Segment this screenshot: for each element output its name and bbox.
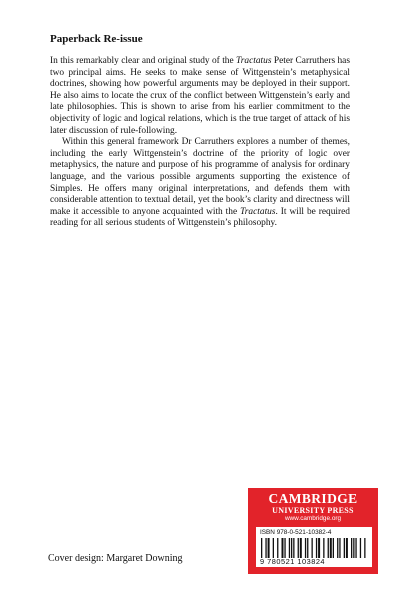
- barcode-bar: [316, 538, 317, 558]
- barcode-bar: [346, 538, 348, 558]
- barcode-bar: [291, 538, 292, 558]
- barcode-bar: [353, 538, 354, 558]
- barcode-bar: [293, 538, 294, 558]
- barcode-bar: [339, 538, 340, 558]
- barcode-box: [256, 527, 372, 567]
- barcode-bar: [273, 538, 274, 558]
- publisher-url: www.cambridge.org: [284, 515, 342, 522]
- barcode-bar: [351, 538, 352, 558]
- isbn-label: ISBN 978-0-521-10382-4: [260, 529, 332, 536]
- italic-title: Tractatus: [236, 56, 272, 66]
- heading: Paperback Re-issue: [50, 33, 143, 45]
- barcode-bar: [328, 538, 329, 558]
- paragraph-2: [50, 137, 350, 230]
- barcode-bar: [261, 538, 262, 558]
- barcode-bar: [318, 538, 320, 558]
- barcode-bar: [277, 538, 278, 558]
- barcode-bar: [364, 538, 365, 558]
- barcode-bar: [360, 538, 361, 558]
- barcode-bar: [312, 538, 313, 558]
- barcode-bar: [265, 538, 266, 558]
- barcode-bar: [268, 538, 270, 558]
- blurb: [50, 56, 350, 230]
- cover-credit: Cover design: Margaret Downing: [48, 553, 183, 564]
- text-run: In this remarkably clear and original study of the: [50, 56, 237, 66]
- barcode-icon: [260, 538, 368, 558]
- barcode-bar: [337, 538, 338, 558]
- barcode-bar: [305, 538, 306, 558]
- paragraph-1: [50, 56, 350, 137]
- text-run: Within this general framework Dr Carruthers explores a number of themes, including the early Wittgenstein’s doctrine of the priority of logic over metaphysics, the nature and purpose of his programme of analysis for ordinary language, and the various possible arguments supporting the existence of Simples. He offers many original interpretations, and defends them with considerable attention to textual detail, yet the book’s clarity and directness will make it accessible to anyone acquainted with the: [50, 137, 350, 217]
- barcode-digits: 9 780521 103824: [260, 557, 326, 566]
- barcode-bar: [307, 538, 308, 558]
- publisher-name: CAMBRIDGE: [268, 491, 358, 506]
- barcode-bar: [284, 538, 285, 558]
- italic-title: Tractatus: [240, 206, 276, 217]
- barcode-bar: [282, 538, 284, 558]
- barcode-bar: [300, 538, 302, 558]
- barcode-bar: [344, 538, 345, 558]
- barcode-bar: [289, 538, 290, 558]
- barcode-bar: [333, 538, 334, 558]
- barcode-bar: [298, 538, 299, 558]
- text-run: . It will be required reading for all serious students of Wittgenstein’s philosophy.: [50, 206, 350, 229]
- publisher-subtitle: UNIVERSITY PRESS: [272, 506, 354, 515]
- barcode-bar: [330, 538, 332, 558]
- text-run: Peter Carruthers has two principal aims. He seeks to make sense of Wittgenstein’s metaphysical doctrines, showing how powerful arguments may be deployed in their support. He also aims to locate the crux of the conflict between Wittgenstein’s early and late philosophies. This is shown to arise from his earlier commitment to the objectivity of logic and logical relations, which is the true target of attack of his later discussion of rule-following.: [50, 56, 350, 136]
- barcode-bar: [355, 538, 356, 558]
- barcode-bar: [323, 538, 324, 558]
